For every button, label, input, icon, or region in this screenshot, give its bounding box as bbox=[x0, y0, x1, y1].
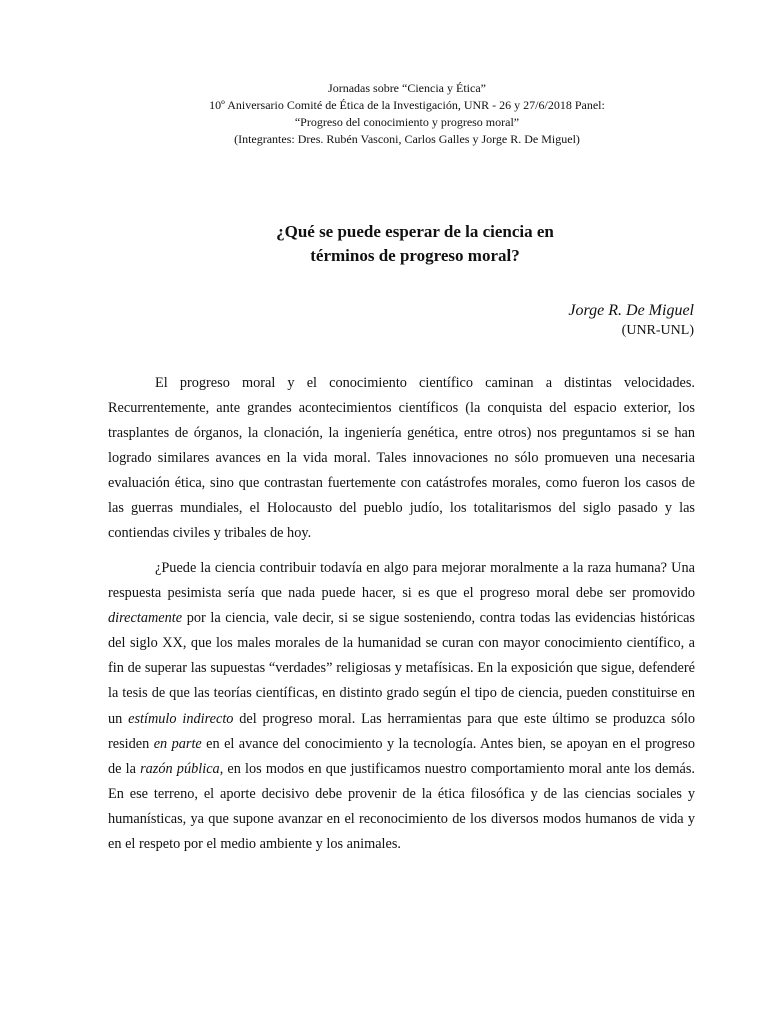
author-name: Jorge R. De Miguel bbox=[568, 302, 694, 319]
title-line-2: términos de progreso moral? bbox=[310, 246, 520, 265]
panel-members: (Integrantes: Dres. Rubén Vasconi, Carlos Galles y Jorge R. De Miguel) bbox=[234, 132, 580, 146]
title-line-1: ¿Qué se puede esperar de la ciencia en bbox=[276, 222, 554, 241]
p2-text-4: en el avance del conocimiento y la tecnología. Antes bien, se apoyan en el progreso de la bbox=[108, 735, 696, 777]
p2-emphasis-razon-publica: razón pública bbox=[140, 760, 220, 777]
event-anniversary: 10º Aniversario Comité de Ética de la Investigación, UNR - 26 y 27/6/2018 Panel: bbox=[209, 98, 605, 112]
author-block bbox=[568, 300, 694, 340]
body-text bbox=[108, 371, 695, 857]
panel-title: “Progreso del conocimiento y progreso moral” bbox=[294, 115, 520, 129]
event-header bbox=[0, 80, 768, 148]
p2-emphasis-estimulo-indirecto: estímulo indirecto bbox=[128, 710, 234, 727]
p2-text-2: por la ciencia, vale decir, si se sigue sosteniendo, contra todas las evidencias históricas del siglo XX, que los males morales de la humanidad se curan con mayor conocimiento científico, a fin de superar las supuestas “verdades” religiosas y metafísicas. En la exposición que sigue, defenderé la tesis de que las teorías científicas, en distinto grado según el tipo de ciencia, pueden constituirse en un bbox=[108, 610, 695, 727]
p2-text-3: del progreso moral. Las herramientas para que este último se produzca sólo residen bbox=[108, 710, 695, 752]
paragraph-1: El progreso moral y el conocimiento científico caminan a distintas velocidades. Recurrentemente, ante grandes acontecimientos científicos (la conquista del espacio exterior, los trasplantes de órganos, la clonación, la ingeniería genética, entre otros) nos preguntamos si se han logrado similares avances en la vida moral. Tales innovaciones no sólo promueven una necesaria evaluación ética, sino que contrastan fuertemente con catástrofes morales, como fueron los casos de las guerras mundiales, el Holocausto del pueblo judío, los totalitarismos del siglo pasado y las contiendas civiles y tribales de hoy. bbox=[108, 375, 695, 541]
paragraph-2 bbox=[108, 556, 695, 857]
p2-text-5: , en los modos en que justificamos nuestro comportamiento moral ante los demás. En ese terreno, el aporte decisivo debe provenir de la ética filosófica y de las ciencias sociales y humanísticas, ya que supone avanzar en el reconocimiento de los diversos modos humanos de vida y en el respeto por el medio ambiente y los animales. bbox=[108, 760, 696, 853]
event-title: Jornadas sobre “Ciencia y Ética” bbox=[328, 81, 486, 95]
p2-emphasis-directamente: directamente bbox=[108, 610, 183, 627]
p2-emphasis-en-parte: en parte bbox=[153, 735, 202, 752]
paper-title bbox=[0, 220, 768, 268]
author-affiliation: (UNR-UNL) bbox=[621, 323, 694, 338]
p2-text-1: ¿Puede la ciencia contribuir todavía en algo para mejorar moralmente a la raza humana? Una respuesta pesimista sería que nada puede hacer, si es que el progreso moral debe ser promovido bbox=[108, 560, 695, 602]
